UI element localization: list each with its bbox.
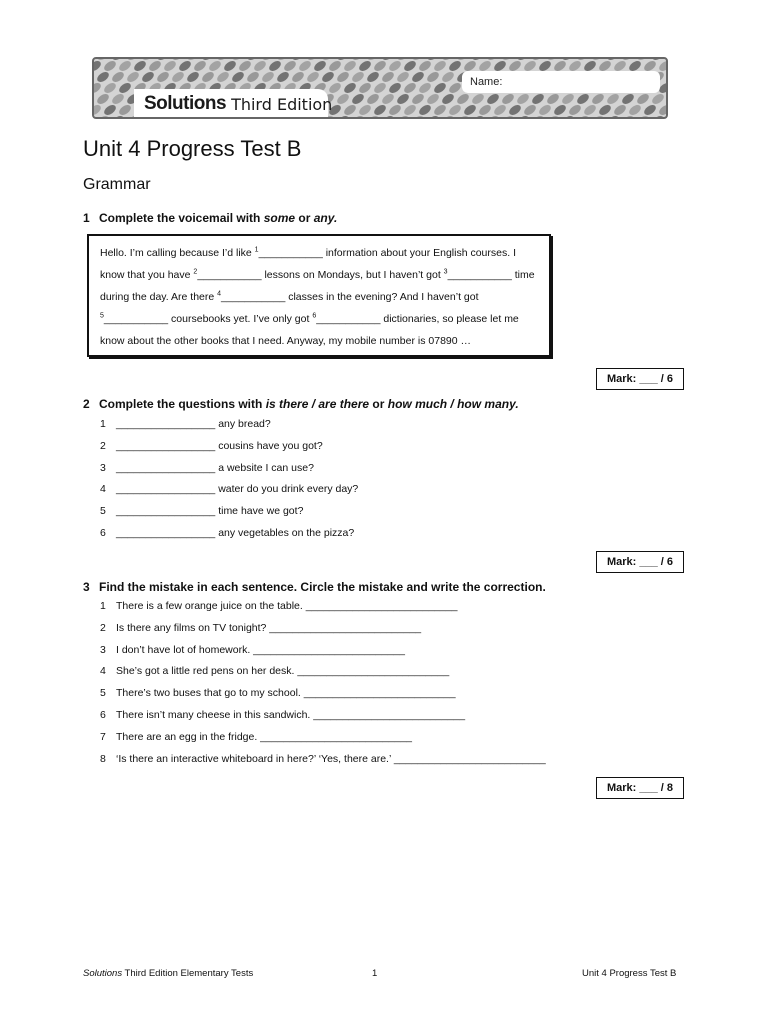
- gap-number: 2: [193, 268, 198, 276]
- question-3-heading: [83, 580, 546, 594]
- exercise-item: [100, 709, 465, 721]
- exercise-item: [100, 665, 449, 677]
- exercise-item: [100, 462, 314, 474]
- item-number: 4: [100, 665, 106, 678]
- item-number: 1: [100, 600, 106, 612]
- voicemail-text: ___________ coursebooks yet. I’ve only got: [103, 313, 313, 325]
- exercise-item: [100, 600, 458, 612]
- exercise-item: [100, 687, 456, 699]
- question-number: 3: [83, 580, 90, 594]
- exercise-item: [100, 644, 405, 656]
- voicemail-line: [100, 330, 539, 352]
- q2-head-or: or: [369, 397, 388, 411]
- voicemail-box: [87, 234, 551, 357]
- voicemail-text: ___________ time: [447, 269, 535, 281]
- item-text: ‘Is there an interactive whiteboard in here?’ ‘Yes, there are.’ __________________________: [116, 752, 546, 765]
- voicemail-line: [100, 264, 539, 286]
- item-number: 1: [100, 418, 106, 430]
- item-text: I don’t have lot of homework. __________________________: [116, 643, 405, 656]
- item-text: _________________ a website I can use?: [116, 461, 314, 474]
- question-number: 2: [83, 397, 90, 411]
- voicemail-text: during the day. Are there: [100, 291, 218, 303]
- q1-head-any: any.: [313, 211, 338, 225]
- exercise-item: [100, 418, 271, 430]
- name-field[interactable]: Name:: [462, 71, 660, 93]
- voicemail-text: know that you have: [100, 269, 194, 281]
- q1-head-or: or: [295, 211, 314, 225]
- item-number: 3: [100, 643, 106, 656]
- question-1-heading: [83, 211, 337, 225]
- item-text: There isn’t many cheese in this sandwich. __________________________: [116, 709, 466, 721]
- voicemail-text: ___________ classes in the evening? And I haven’t got: [221, 291, 479, 303]
- item-number: 6: [100, 527, 106, 539]
- brand-logo: [134, 89, 333, 119]
- brand-light: Third Edition: [231, 94, 333, 114]
- q2-head-text: Complete the questions with: [99, 397, 266, 411]
- question-2-heading: [83, 397, 519, 411]
- item-text: _________________ any vegetables on the pizza?: [116, 527, 355, 539]
- voicemail-text: ___________ dictionaries, so please let me: [316, 313, 519, 325]
- item-number: 2: [100, 621, 106, 634]
- item-text: _________________ water do you drink every day?: [116, 483, 359, 496]
- exercise-item: [100, 527, 354, 539]
- mark-box-q2: Mark: ___ / 6: [596, 551, 684, 573]
- voicemail-text: ___________ information about your English courses. I: [258, 247, 516, 259]
- exercise-item: [100, 753, 546, 765]
- item-text: There are an egg in the fridge. __________________________: [116, 730, 413, 743]
- item-text: _________________ any bread?: [116, 418, 271, 430]
- voicemail-text: Hello. I’m calling because I’d like: [100, 247, 255, 259]
- item-number: 5: [100, 687, 106, 700]
- voicemail-text: know about the other books that I need. Anyway, my mobile number is 07890 …: [100, 335, 472, 347]
- page-title: Unit 4 Progress Test B: [83, 136, 302, 161]
- item-number: 3: [100, 461, 106, 474]
- gap-number: 3: [443, 268, 448, 276]
- mark-box-q3: Mark: ___ / 8: [596, 777, 684, 799]
- exercise-item: [100, 505, 303, 517]
- voicemail-text: ___________ lessons on Mondays, but I haven’t got: [197, 269, 444, 281]
- q1-head-some: some: [263, 211, 296, 225]
- q2-head-opt1: is there / are there: [265, 397, 370, 411]
- exercise-item: [100, 622, 421, 634]
- item-text: Is there any films on TV tonight? __________________________: [116, 621, 422, 634]
- q1-head-text: Complete the voicemail with: [99, 211, 264, 225]
- brand-strong: Solutions: [144, 93, 227, 114]
- footer-right: Unit 4 Progress Test B: [582, 968, 677, 979]
- exercise-item: [100, 440, 323, 452]
- item-text: She’s got a little red pens on her desk. __________________________: [116, 665, 450, 678]
- item-number: 4: [100, 483, 106, 496]
- item-number: 8: [100, 752, 106, 765]
- question-number: 1: [83, 211, 90, 225]
- item-text: There is a few orange juice on the table. __________________________: [116, 600, 458, 612]
- item-text: There’s two buses that go to my school. __________________________: [116, 687, 456, 700]
- item-number: 2: [100, 439, 106, 452]
- section-title: Grammar: [83, 176, 151, 193]
- exercise-item: [100, 731, 412, 743]
- gap-number: 4: [217, 290, 222, 298]
- page-number: 1: [372, 968, 378, 979]
- gap-number: 5: [100, 312, 104, 320]
- gap-number: 1: [254, 246, 259, 254]
- mark-box-q1: Mark: ___ / 6: [596, 368, 684, 390]
- item-text: _________________ cousins have you got?: [116, 439, 323, 452]
- q3-head-text: Find the mistake in each sentence. Circle the mistake and write the correction.: [99, 580, 546, 594]
- gap-number: 6: [312, 312, 317, 320]
- footer-left: [83, 968, 253, 979]
- voicemail-line: [100, 242, 539, 264]
- footer-series: Third Edition Elementary Tests: [122, 968, 254, 979]
- q2-head-opt2: how much / how many.: [387, 397, 519, 411]
- item-number: 6: [100, 709, 106, 721]
- item-text: _________________ time have we got?: [116, 505, 304, 518]
- header-banner: [92, 57, 668, 119]
- footer-brand: Solutions: [83, 968, 123, 979]
- item-number: 5: [100, 505, 106, 518]
- voicemail-line: [100, 286, 539, 308]
- voicemail-line: [100, 308, 539, 330]
- exercise-item: [100, 483, 358, 495]
- item-number: 7: [100, 730, 106, 743]
